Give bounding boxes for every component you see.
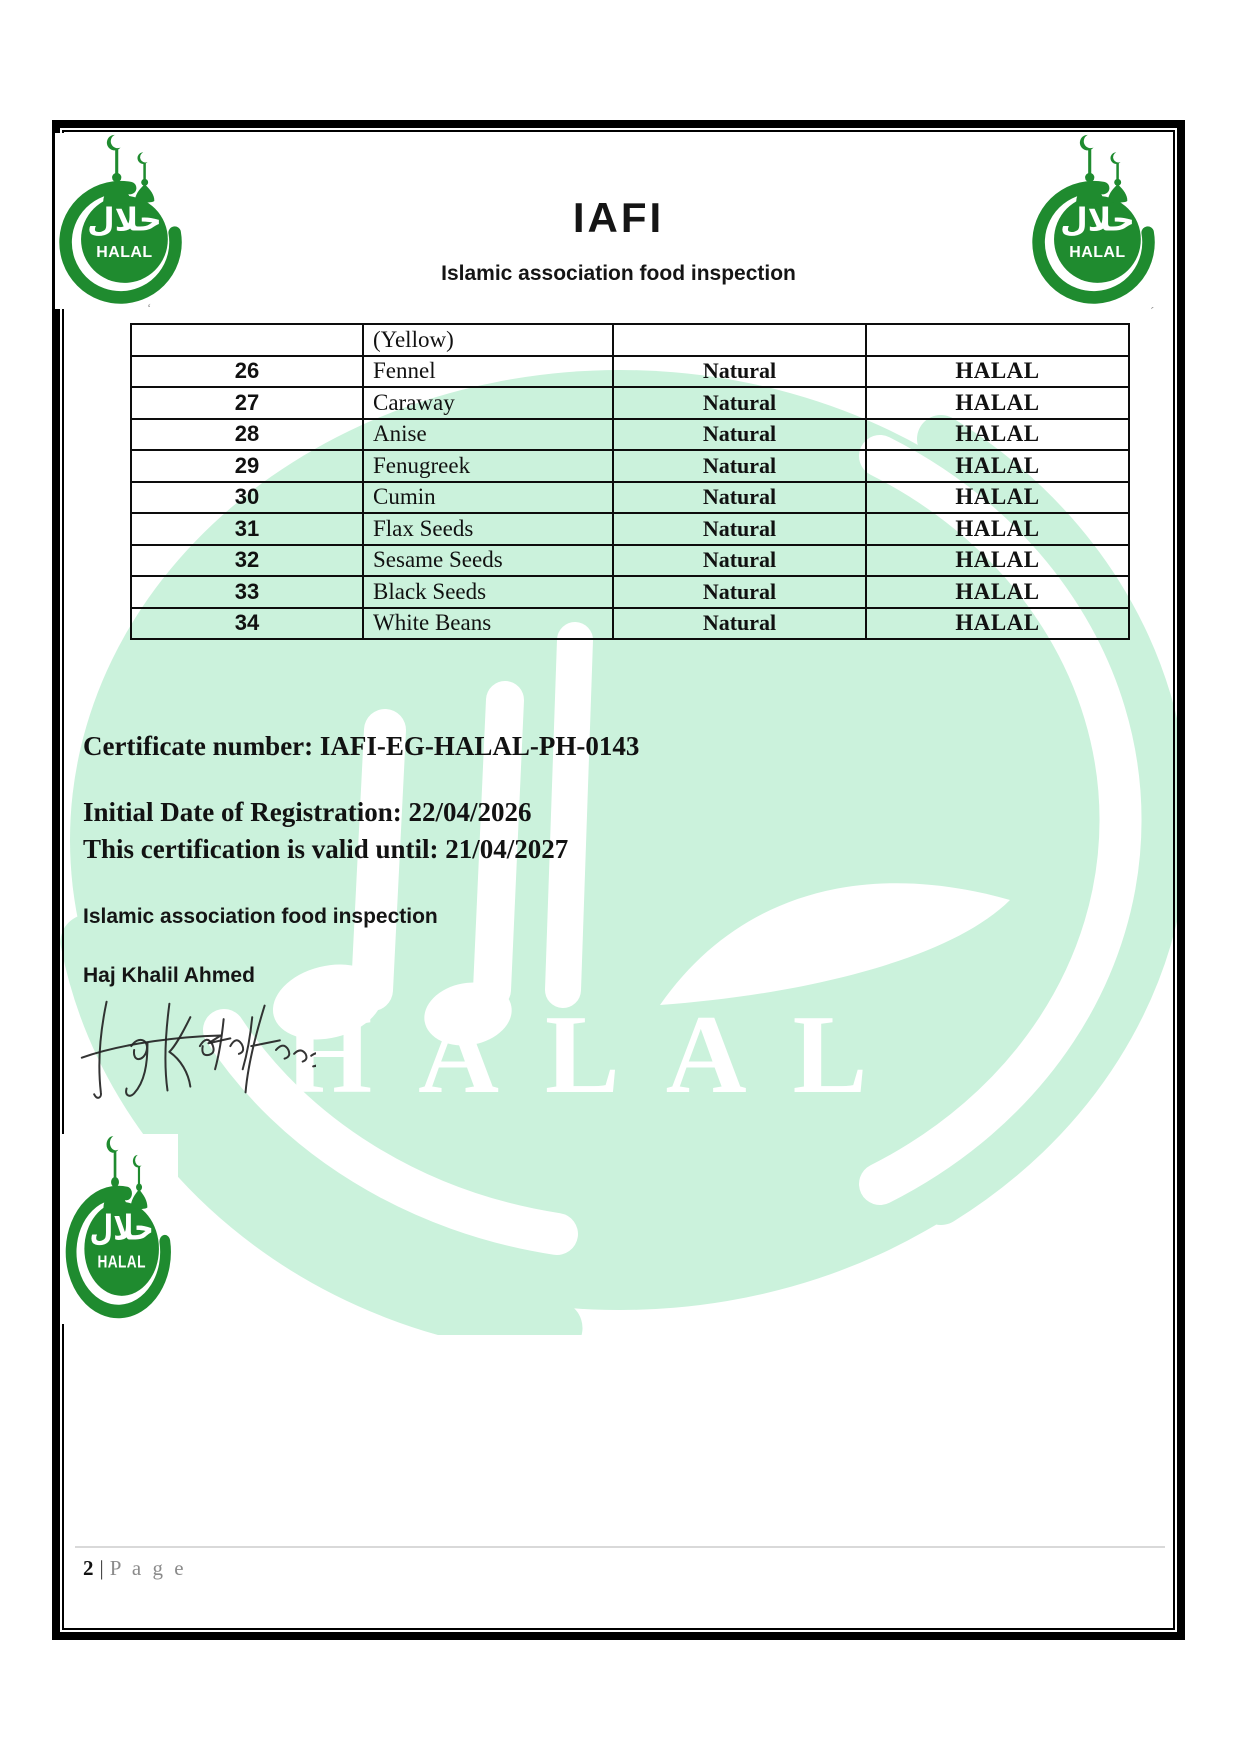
cell-item: Caraway (363, 387, 613, 419)
products-table-body (131, 324, 1129, 639)
table-row (131, 356, 1129, 388)
cell-ruling: HALAL (866, 387, 1129, 419)
cell-no: 31 (131, 513, 363, 545)
cell-item: Fenugreek (363, 450, 613, 482)
organization-name: Islamic association food inspection (83, 905, 438, 928)
cell-status: Natural (613, 356, 866, 388)
cell-no: 33 (131, 576, 363, 608)
certificate-number-line: Certificate number: IAFI-EG-HALAL-PH-0143 (83, 731, 640, 761)
scan-artifact: ‘ (147, 300, 152, 315)
cell-status (613, 324, 866, 356)
cell-ruling: HALAL (866, 419, 1129, 451)
cell-no: 29 (131, 450, 363, 482)
cell-ruling: HALAL (866, 450, 1129, 482)
cell-no: 34 (131, 608, 363, 640)
page-number: 2 (83, 1556, 94, 1580)
cell-status: Natural (613, 387, 866, 419)
logo-halal-text: HALAL (96, 243, 153, 261)
halal-logo-bottom-left (62, 1134, 178, 1324)
cell-status: Natural (613, 482, 866, 514)
cell-item: Fennel (363, 356, 613, 388)
table-row (131, 608, 1129, 640)
cell-item: Cumin (363, 482, 613, 514)
page-footer (83, 1556, 187, 1581)
table-row (131, 545, 1129, 577)
cell-status: Natural (613, 608, 866, 640)
table-row (131, 576, 1129, 608)
cell-ruling: HALAL (866, 545, 1129, 577)
cell-status: Natural (613, 419, 866, 451)
cell-ruling (866, 324, 1129, 356)
cell-ruling: HALAL (866, 482, 1129, 514)
cell-ruling: HALAL (866, 576, 1129, 608)
validity-date-line: This certification is valid until: 21/04/2027 (83, 834, 569, 864)
cell-item: White Beans (363, 608, 613, 640)
logo-halal-text: HALAL (97, 1253, 146, 1273)
cell-status: Natural (613, 545, 866, 577)
halal-logo-art (62, 1134, 178, 1324)
registration-date-line: Initial Date of Registration: 22/04/2026 (83, 797, 532, 827)
cell-ruling: HALAL (866, 356, 1129, 388)
page-subtitle: Islamic association food inspection (441, 262, 796, 285)
logo-arabic-text: حلال (87, 200, 162, 239)
table-row (131, 482, 1129, 514)
footer-rule (75, 1546, 1165, 1548)
table-row (131, 387, 1129, 419)
scan-artifact: ´ (1150, 304, 1155, 319)
watermark-halal-text: HALAL (285, 993, 914, 1117)
cell-ruling: HALAL (866, 513, 1129, 545)
logo-arabic-text: حلال (89, 1208, 154, 1249)
cell-no (131, 324, 363, 356)
logo-halal-text: HALAL (1069, 243, 1126, 261)
cell-status: Natural (613, 576, 866, 608)
page-title: IAFI (572, 194, 665, 241)
cell-item: Sesame Seeds (363, 545, 613, 577)
cell-ruling: HALAL (866, 608, 1129, 640)
cell-item: Flax Seeds (363, 513, 613, 545)
signatory-name: Haj Khalil Ahmed (83, 964, 255, 987)
signature-image (78, 996, 316, 1102)
cell-status: Natural (613, 513, 866, 545)
cell-no: 28 (131, 419, 363, 451)
table-row (131, 513, 1129, 545)
cell-item: (Yellow) (363, 324, 613, 356)
cell-item: Black Seeds (363, 576, 613, 608)
cell-item: Anise (363, 419, 613, 451)
table-row (131, 419, 1129, 451)
footer-page-word: P a g e (109, 1556, 187, 1580)
table-row (131, 324, 1129, 356)
products-table (130, 323, 1130, 640)
footer-separator: | (99, 1556, 104, 1580)
table-row (131, 450, 1129, 482)
cell-no: 30 (131, 482, 363, 514)
cell-no: 32 (131, 545, 363, 577)
logo-arabic-text: حلال (1060, 200, 1135, 239)
cell-status: Natural (613, 450, 866, 482)
cell-no: 27 (131, 387, 363, 419)
cell-no: 26 (131, 356, 363, 388)
